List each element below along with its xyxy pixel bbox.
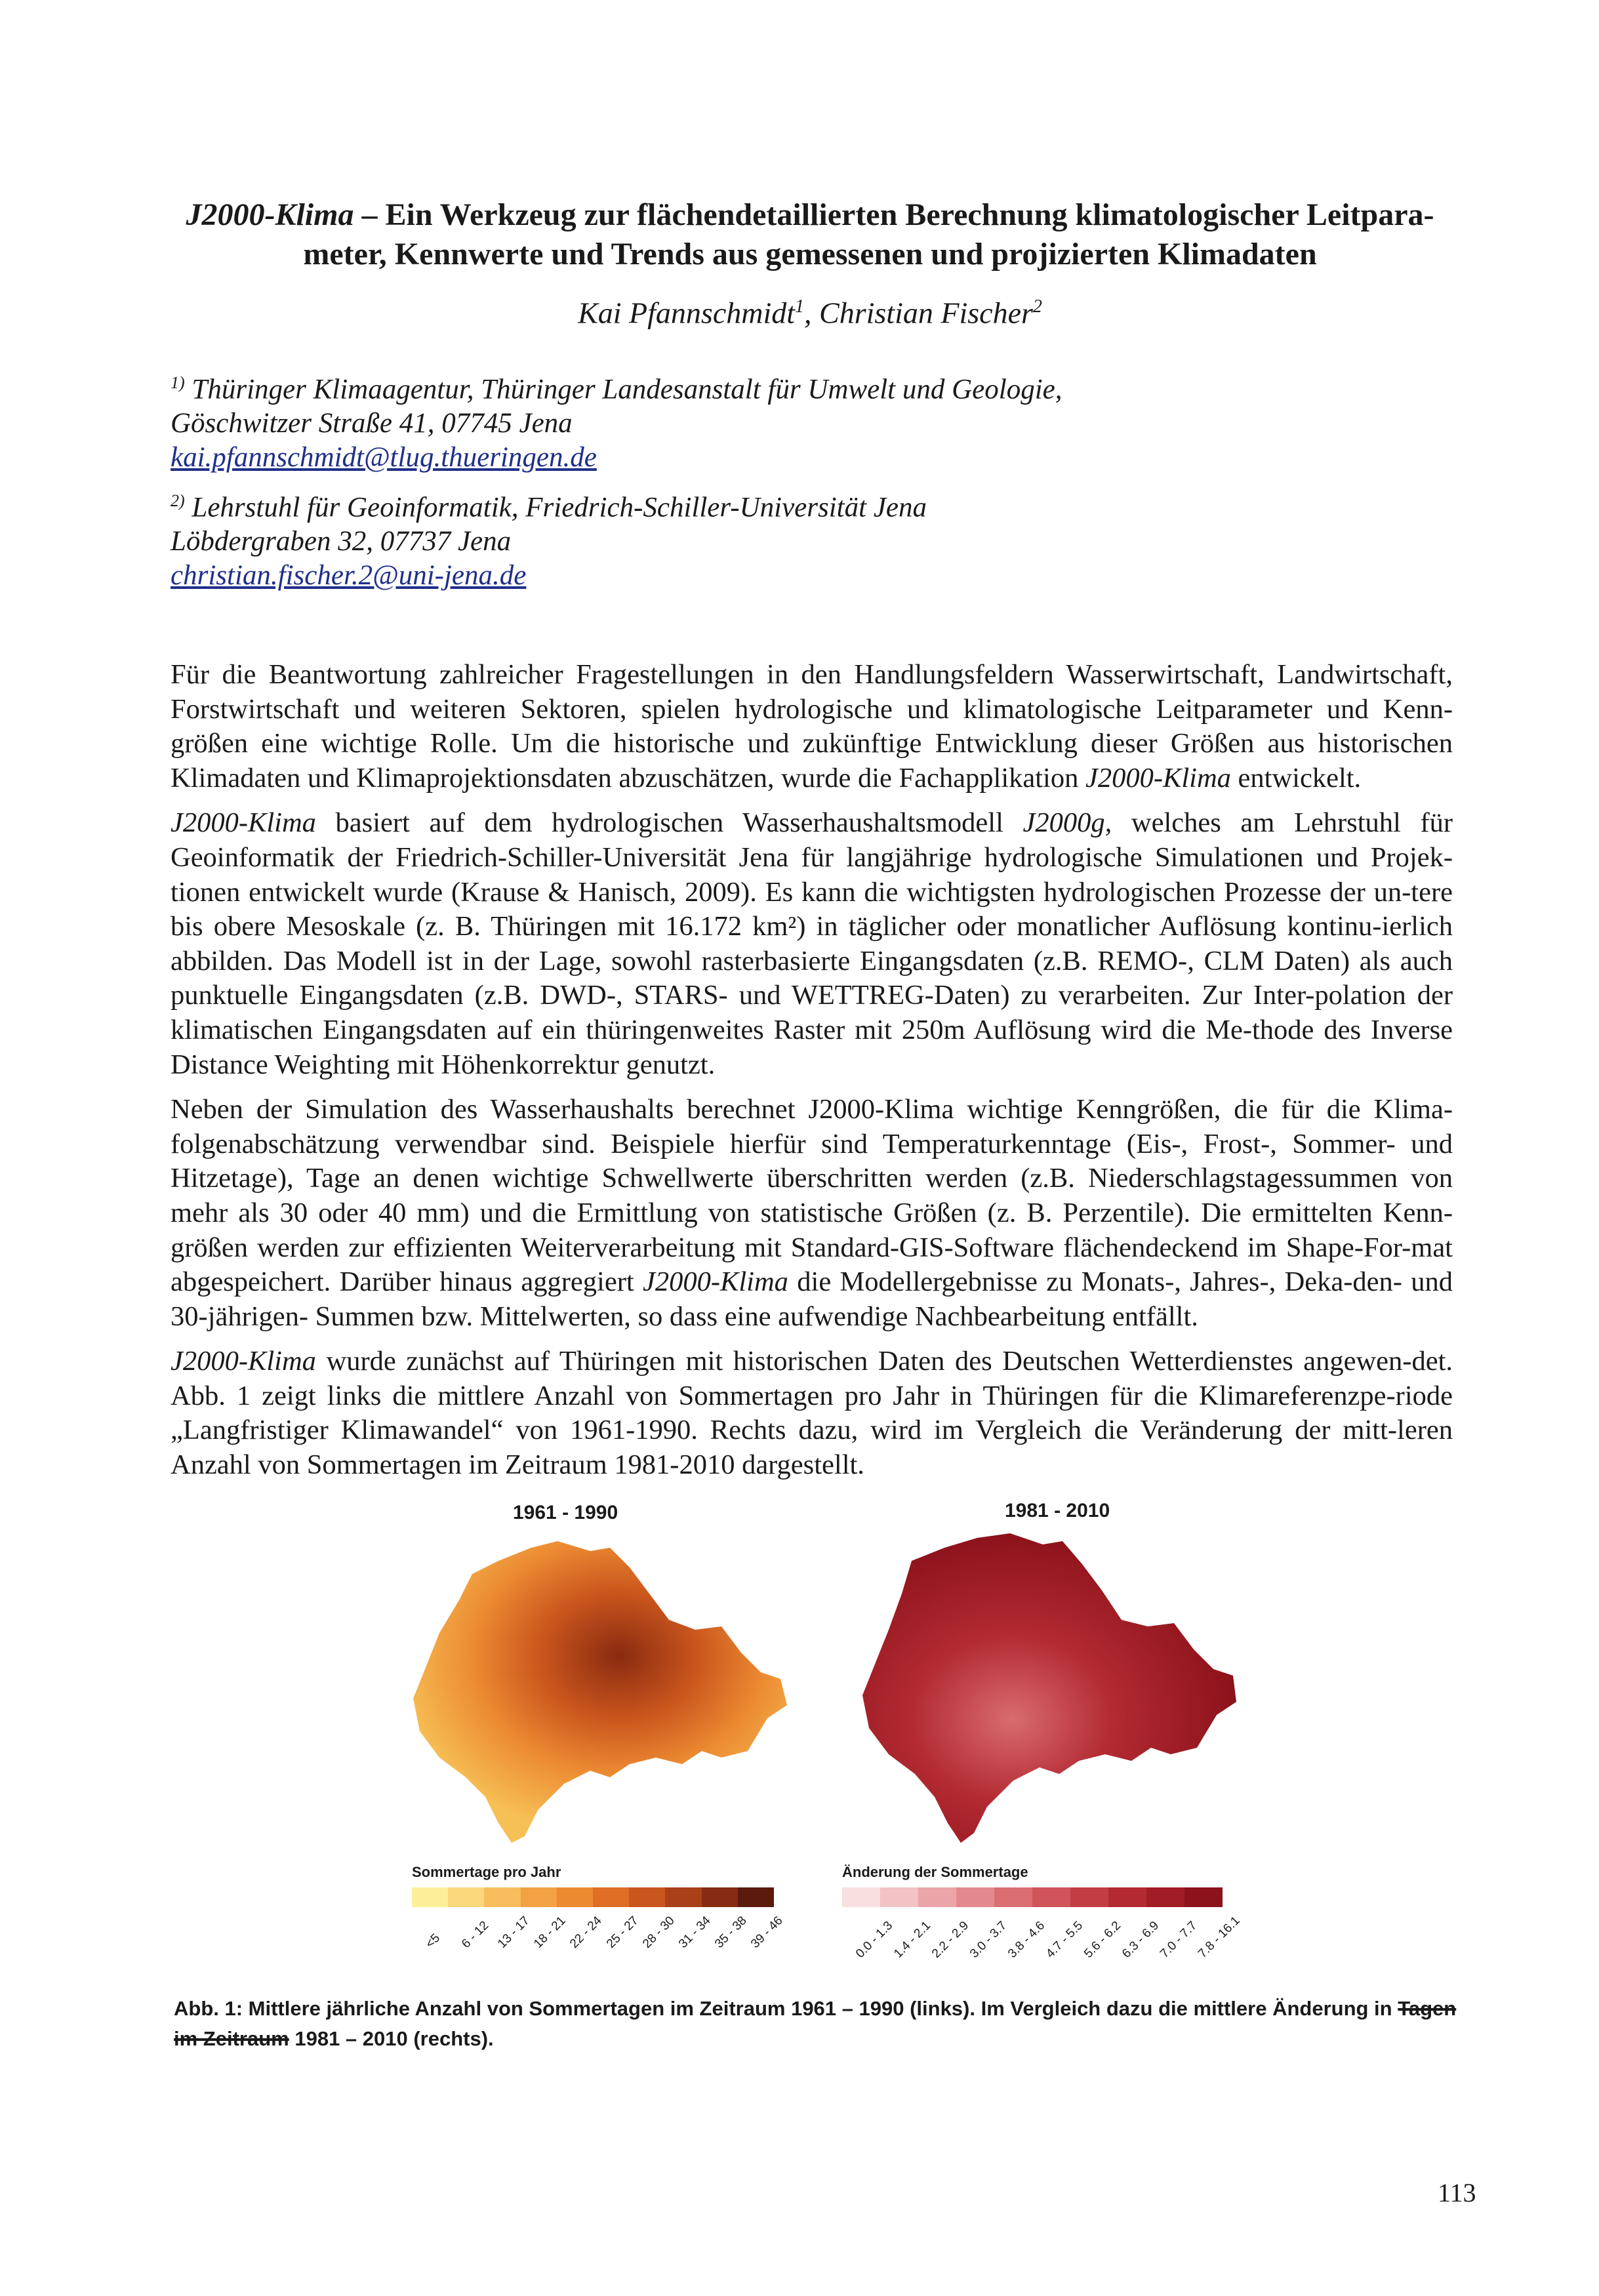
paragraph-4-tool-name: J2000-Klima [171,1346,316,1377]
affiliation-1 [171,366,1220,475]
left-color-ramp [412,1887,774,1907]
left-ramp-swatch [557,1887,593,1907]
paragraph-3-tool-name: J2000-Klima [643,1266,788,1298]
left-ramp-tick-label: 35 - 38 [712,1914,750,1951]
title-text: – Ein Werkzeug zur flächendetaillierten Berechnung klimatologischer Leitpara-meter, Kennwerte und Trends aus gemessenen und projizierten Klimadaten [303,197,1434,272]
right-ramp-swatch [1070,1887,1108,1907]
right-ramp-swatch [918,1887,956,1907]
affiliation-2-mark: 2) [171,491,185,510]
right-map-period: 1981 - 2010 [1005,1500,1110,1521]
body-text [171,658,1453,1493]
paragraph-3-text-a: Neben der Simulation des Wasserhaushalts berechnet J2000-Klima wichtige Kenngrößen, die für die Klima-folgenabschätzung verwendbar sind. Beispiele hierfür sind Temperaturkenntage (Eis-, Frost-, Sommer- und Hitzetage), Tage an denen wichtige Schwellwerte überschritten werden (z.B. Niederschlagstagessummen von mehr als 30 oder 40 mm) und die Ermittlung von statistische Größen (z. B. Perzentile). Die ermittelten Kenn-größen werden zur effizienten Weiterverarbeitung mit Standard-GIS-Software flächendeckend im Shape-For-mat abgespeichert. Darüber hinaus aggregiert [171,1094,1453,1298]
paragraph-2-text-b: welches am Lehrstuhl für Geoinformatik der Friedrich-Schiller-Universität Jena für langjährige hydrologische Simulationen und Projek-tionen entwickelt wurde (Krause & Hanisch, 2009). Es kann die wichtigsten hydrologischen Prozesse der un-tere bis obere Mesoskale (z. B. Thüringen mit 16.172 km²) in täglicher oder monatlicher Auflösung kontinu-ierlich abbilden. Das Modell ist in der Lage, sowohl rasterbasierte Eingangsdaten (z.B. REMO-, CLM Daten) als auch punktuelle Eingangsdaten (z.B. DWD-, STARS- und WETTREG-Daten) zu verarbeiten. Zur Inter-polation der klimatischen Eingangsdaten auf ein thüringenweites Raster mit 250m Auflösung wird die Me-thode des Inverse Distance Weighting mit Höhenkorrektur genutzt. [171,807,1453,1080]
right-ramp-tick-label: 7.8 - 16.1 [1196,1914,1244,1961]
left-ramp-swatch [665,1887,701,1907]
right-ramp-tick-label: 5.6 - 6.2 [1082,1918,1124,1961]
affiliation-1-institute: Thüringer Klimaagentur, Thüringer Landesanstalt für Umwelt und Geologie, [192,374,1063,405]
author-line [157,289,1463,331]
right-ramp-tick-label: 1.4 - 2.1 [891,1918,934,1961]
right-ramp-swatch [1032,1887,1070,1907]
paragraph-3 [171,1093,1453,1334]
paragraph-2-text-a: basiert auf dem hydrologischen Wasserhaushaltsmodell [335,807,1003,839]
left-ramp-swatch [702,1887,738,1907]
left-map-thuringia [394,1521,800,1856]
caption-text-end: 1981 – 2010 (rechts). [294,2027,494,2050]
author-2: Christian Fischer [819,296,1033,330]
right-ramp-swatch [994,1887,1032,1907]
left-ramp-tick-label: 31 - 34 [676,1914,714,1951]
caption-text: Abb. 1: Mittlere jährliche Anzahl von Sommertagen im Zeitraum 1961 – 1990 (links). Im Vergleich dazu die mittlere Änderung in [174,1997,1392,2020]
affiliation-2-institute: Lehrstuhl für Geoinformatik, Friedrich-Schiller-Universität Jena [192,492,927,523]
left-ramp-tick-label: 22 - 24 [567,1914,605,1951]
right-ramp-swatch [842,1887,880,1907]
right-ramp-swatch [1146,1887,1184,1907]
left-ramp-tick-label: <5 [422,1931,443,1951]
left-ramp-swatch [738,1887,774,1907]
caption-struck-text: Tagen im Zeitraum [174,1997,1457,2050]
right-map-thuringia [840,1515,1246,1856]
right-ramp-swatch [956,1887,994,1907]
right-ramp-tick-label: 6.3 - 6.9 [1120,1918,1162,1961]
affiliation-2-address: Löbdergraben 32, 07737 Jena [171,526,512,557]
right-ramp-tick-label: 0.0 - 1.3 [853,1918,896,1961]
right-ramp-tick-label: 4.7 - 5.5 [1043,1918,1086,1961]
left-ramp-swatch [521,1887,557,1907]
author-1-affil-mark: 1 [795,296,805,317]
title-tool-name: J2000-Klima [186,197,354,232]
left-ramp-swatch [448,1887,484,1907]
right-ramp-tick-label: 7.0 - 7.7 [1158,1918,1200,1961]
right-ramp-tick-label: 2.2 - 2.9 [929,1918,972,1961]
author-separator: , [804,296,812,330]
right-ramp-tick-label: 3.0 - 3.7 [967,1918,1010,1961]
paragraph-3-text-b: die Modellergebnisse zu Monats-, Jahres-, Deka-den- und 30-jährigen- Summen bzw. Mittelwerten, so dass eine aufwendige Nachbearbeitung entfällt. [171,1266,1453,1332]
paragraph-4-text: wurde zunächst auf Thüringen mit historischen Daten des Deutschen Wetterdienstes angewen-det. Abb. 1 zeigt links die mittlere Anzahl von Sommertagen pro Jahr in Thüringen für die Klimareferenzpe-riode „Langfristiger Klimawandel“ von 1961-1990. Rechts dazu, wird im Vergleich die Veränderung der mitt-leren Anzahl von Sommertagen im Zeitraum 1981-2010 dargestellt. [171,1346,1453,1481]
paragraph-1-text: Für die Beantwortung zahlreicher Fragestellungen in den Handlungsfeldern Wasserwirtschaft, Landwirtschaft, Forstwirtschaft und weiteren Sektoren, spielen hydrologische und klimatologische Leitparameter und Kenn-größen eine wichtige Rolle. Um die historische und zukünftige Entwicklung dieser Größen aus historischen Klimadaten und Klimaprojektionsdaten abzuschätzen, wurde die Fachapplikation [171,659,1453,794]
author-2-affil-mark: 2 [1032,296,1042,317]
left-ramp-swatch [629,1887,665,1907]
figure-caption [174,1994,1472,2054]
left-ramp-tick-label: 13 - 17 [495,1914,533,1951]
left-ramp-tick-label: 18 - 21 [531,1914,569,1951]
left-legend-title: Sommertage pro Jahr [412,1864,561,1880]
page-number: 113 [1438,2178,1476,2207]
paragraph-4 [171,1344,1453,1482]
left-ramp-swatch [412,1887,448,1907]
author-1: Kai Pfannschmidt [578,296,796,330]
right-ramp-swatch [1108,1887,1146,1907]
paragraph-1-end: entwickelt. [1238,762,1362,794]
left-map-period: 1961 - 1990 [513,1502,618,1523]
paragraph-1-tool-name: J2000-Klima [1085,762,1231,794]
affiliation-2-email-link[interactable]: christian.fischer.2@uni-jena.de [171,560,527,592]
right-ramp-tick-label: 3.8 - 4.6 [1005,1918,1048,1961]
left-ramp-tick-label: 25 - 27 [603,1914,641,1951]
paragraph-2-model-name: J2000g, [1022,807,1112,839]
left-ramp-tick-label: 39 - 46 [748,1914,786,1951]
left-ramp-tick-label: 28 - 30 [639,1914,678,1951]
affiliation-1-address: Göschwitzer Straße 41, 07745 Jena [171,408,573,439]
left-ramp-swatch [593,1887,629,1907]
right-ramp-swatch [1184,1887,1223,1907]
paper-title [157,195,1463,274]
right-ramp-swatch [880,1887,918,1907]
left-ramp-tick-label: 6 - 12 [458,1918,491,1951]
paragraph-1 [171,658,1453,796]
affiliation-2 [171,484,1220,593]
affiliation-1-email-link[interactable]: kai.pfannschmidt@tlug.thueringen.de [171,442,597,473]
paragraph-2 [171,806,1453,1082]
affiliation-1-mark: 1) [171,373,185,392]
right-color-ramp [842,1887,1223,1907]
right-legend-title: Änderung der Sommertage [842,1864,1028,1880]
paragraph-2-tool-name: J2000-Klima [171,807,316,839]
left-ramp-swatch [484,1887,520,1907]
